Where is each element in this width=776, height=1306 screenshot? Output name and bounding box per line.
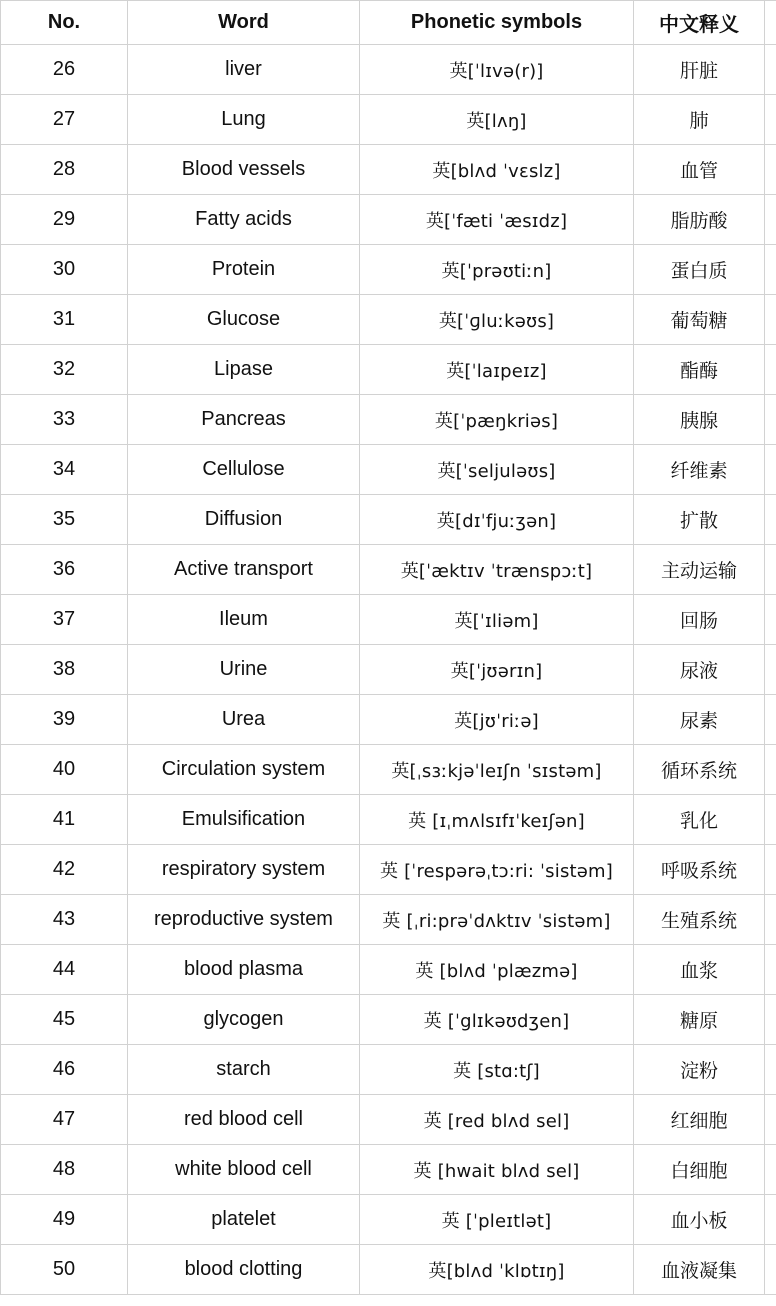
table-row [1, 495, 776, 545]
cell-phonetic: 英[ˈseljuləʊs] [360, 445, 634, 495]
cell-meaning: 乳化 [634, 795, 765, 845]
cell-word: respiratory system [128, 845, 360, 895]
table-row [1, 395, 776, 445]
cell-word: Emulsification [128, 795, 360, 845]
cell-meaning: 胰腺 [634, 395, 765, 445]
cell-empty [765, 1195, 776, 1245]
cell-no: 30 [1, 245, 128, 295]
cell-no: 42 [1, 845, 128, 895]
cell-meaning: 白细胞 [634, 1145, 765, 1195]
cell-phonetic: 英 [ˈpleɪtlət] [360, 1195, 634, 1245]
cell-meaning: 糖原 [634, 995, 765, 1045]
table-row [1, 1245, 776, 1295]
cell-empty [765, 795, 776, 845]
cell-empty [765, 245, 776, 295]
cell-empty [765, 695, 776, 745]
cell-phonetic: 英[dɪˈfjuːʒən] [360, 495, 634, 545]
cell-phonetic: 英 [ˈrespərəˌtɔ:ri: ˈsistəm] [360, 845, 634, 895]
cell-phonetic: 英[jʊˈriːə] [360, 695, 634, 745]
cell-phonetic: 英 [stɑ:tʃ] [360, 1045, 634, 1095]
header-meaning: 中文释义 [634, 1, 765, 45]
table-row [1, 345, 776, 395]
cell-meaning: 淀粉 [634, 1045, 765, 1095]
table-row [1, 295, 776, 345]
cell-meaning: 尿素 [634, 695, 765, 745]
cell-meaning: 血液凝集 [634, 1245, 765, 1295]
cell-no: 27 [1, 95, 128, 145]
cell-meaning: 血管 [634, 145, 765, 195]
cell-empty [765, 545, 776, 595]
cell-empty [765, 445, 776, 495]
table-row [1, 1145, 776, 1195]
cell-no: 32 [1, 345, 128, 395]
cell-phonetic: 英[ˈlaɪpeɪz] [360, 345, 634, 395]
table-row [1, 595, 776, 645]
cell-phonetic: 英[ˈprəʊtiːn] [360, 245, 634, 295]
table-row [1, 245, 776, 295]
cell-meaning: 血小板 [634, 1195, 765, 1245]
cell-meaning: 扩散 [634, 495, 765, 545]
cell-no: 41 [1, 795, 128, 845]
cell-meaning: 主动运输 [634, 545, 765, 595]
cell-word: Pancreas [128, 395, 360, 445]
cell-phonetic: 英[ˈɡluːkəʊs] [360, 295, 634, 345]
cell-no: 47 [1, 1095, 128, 1145]
table-row [1, 545, 776, 595]
cell-meaning: 尿液 [634, 645, 765, 695]
table-row [1, 145, 776, 195]
cell-empty [765, 295, 776, 345]
cell-empty [765, 1245, 776, 1295]
cell-empty [765, 995, 776, 1045]
cell-word: Blood vessels [128, 145, 360, 195]
cell-empty [765, 845, 776, 895]
cell-meaning: 葡萄糖 [634, 295, 765, 345]
cell-empty [765, 45, 776, 95]
cell-no: 37 [1, 595, 128, 645]
cell-word: Urine [128, 645, 360, 695]
table-row [1, 1045, 776, 1095]
cell-empty [765, 1095, 776, 1145]
cell-meaning: 血浆 [634, 945, 765, 995]
cell-no: 34 [1, 445, 128, 495]
cell-phonetic: 英 [ɪˌmʌlsɪfɪˈkeɪʃən] [360, 795, 634, 845]
cell-no: 44 [1, 945, 128, 995]
cell-word: Urea [128, 695, 360, 745]
cell-meaning: 蛋白质 [634, 245, 765, 295]
cell-no: 35 [1, 495, 128, 545]
cell-no: 36 [1, 545, 128, 595]
cell-no: 29 [1, 195, 128, 245]
cell-phonetic: 英[blʌd ˈvɛslz] [360, 145, 634, 195]
cell-no: 31 [1, 295, 128, 345]
cell-word: platelet [128, 1195, 360, 1245]
cell-word: blood plasma [128, 945, 360, 995]
cell-word: Cellulose [128, 445, 360, 495]
cell-no: 26 [1, 45, 128, 95]
table-row [1, 895, 776, 945]
cell-phonetic: 英 [hwait blʌd sel] [360, 1145, 634, 1195]
cell-meaning: 纤维素 [634, 445, 765, 495]
cell-word: Glucose [128, 295, 360, 345]
cell-no: 50 [1, 1245, 128, 1295]
cell-empty [765, 345, 776, 395]
table-row [1, 945, 776, 995]
cell-empty [765, 195, 776, 245]
cell-phonetic: 英[ˈlɪvə(r)] [360, 45, 634, 95]
cell-no: 46 [1, 1045, 128, 1095]
cell-word: Lung [128, 95, 360, 145]
table-row [1, 845, 776, 895]
cell-meaning: 呼吸系统 [634, 845, 765, 895]
header-empty-cell [765, 1, 776, 45]
cell-meaning: 红细胞 [634, 1095, 765, 1145]
cell-phonetic: 英 [ˌri:prəˈdʌktɪv ˈsistəm] [360, 895, 634, 945]
table-header-row [1, 1, 776, 45]
header-no: No. [1, 1, 128, 45]
cell-phonetic: 英[ˈjʊərɪn] [360, 645, 634, 695]
cell-empty [765, 645, 776, 695]
table-row [1, 745, 776, 795]
cell-phonetic: 英 [ˈglɪkəʊdʒen] [360, 995, 634, 1045]
cell-phonetic: 英[ˈpæŋkriəs] [360, 395, 634, 445]
cell-empty [765, 1045, 776, 1095]
cell-empty [765, 895, 776, 945]
cell-empty [765, 945, 776, 995]
cell-word: reproductive system [128, 895, 360, 945]
cell-meaning: 生殖系统 [634, 895, 765, 945]
cell-meaning: 回肠 [634, 595, 765, 645]
cell-word: starch [128, 1045, 360, 1095]
table-row [1, 45, 776, 95]
cell-empty [765, 95, 776, 145]
cell-word: white blood cell [128, 1145, 360, 1195]
cell-word: blood clotting [128, 1245, 360, 1295]
cell-phonetic: 英[ˈæktɪv ˈtrænspɔːt] [360, 545, 634, 595]
cell-phonetic: 英 [red blʌd sel] [360, 1095, 634, 1145]
cell-no: 48 [1, 1145, 128, 1195]
table-row [1, 795, 776, 845]
cell-word: Active transport [128, 545, 360, 595]
cell-no: 43 [1, 895, 128, 945]
cell-empty [765, 145, 776, 195]
cell-no: 39 [1, 695, 128, 745]
cell-empty [765, 395, 776, 445]
table-row [1, 95, 776, 145]
cell-no: 40 [1, 745, 128, 795]
cell-word: Diffusion [128, 495, 360, 545]
cell-word: red blood cell [128, 1095, 360, 1145]
cell-meaning: 循环系统 [634, 745, 765, 795]
cell-word: liver [128, 45, 360, 95]
cell-word: glycogen [128, 995, 360, 1045]
cell-no: 33 [1, 395, 128, 445]
cell-word: Circulation system [128, 745, 360, 795]
cell-meaning: 肺 [634, 95, 765, 145]
cell-phonetic: 英[lʌŋ] [360, 95, 634, 145]
cell-meaning: 脂肪酸 [634, 195, 765, 245]
cell-word: Lipase [128, 345, 360, 395]
table-body [1, 45, 776, 1295]
cell-word: Protein [128, 245, 360, 295]
table-row [1, 695, 776, 745]
cell-word: Ileum [128, 595, 360, 645]
cell-no: 45 [1, 995, 128, 1045]
cell-empty [765, 495, 776, 545]
table-row [1, 645, 776, 695]
table-row [1, 995, 776, 1045]
cell-phonetic: 英[blʌd ˈklɒtɪŋ] [360, 1245, 634, 1295]
table-row [1, 1195, 776, 1245]
cell-no: 49 [1, 1195, 128, 1245]
table-row [1, 1095, 776, 1145]
table-row [1, 195, 776, 245]
header-word: Word [128, 1, 360, 45]
cell-phonetic: 英 [blʌd ˈplæzmə] [360, 945, 634, 995]
cell-meaning: 肝脏 [634, 45, 765, 95]
cell-empty [765, 1145, 776, 1195]
header-phonetic: Phonetic symbols [360, 1, 634, 45]
cell-meaning: 酯酶 [634, 345, 765, 395]
cell-empty [765, 595, 776, 645]
cell-phonetic: 英[ˌsɜːkjəˈleɪʃn ˈsɪstəm] [360, 745, 634, 795]
cell-phonetic: 英[ˈɪliəm] [360, 595, 634, 645]
cell-empty [765, 745, 776, 795]
table-row [1, 445, 776, 495]
cell-no: 38 [1, 645, 128, 695]
cell-no: 28 [1, 145, 128, 195]
cell-word: Fatty acids [128, 195, 360, 245]
cell-phonetic: 英[ˈfæti ˈæsɪdz] [360, 195, 634, 245]
